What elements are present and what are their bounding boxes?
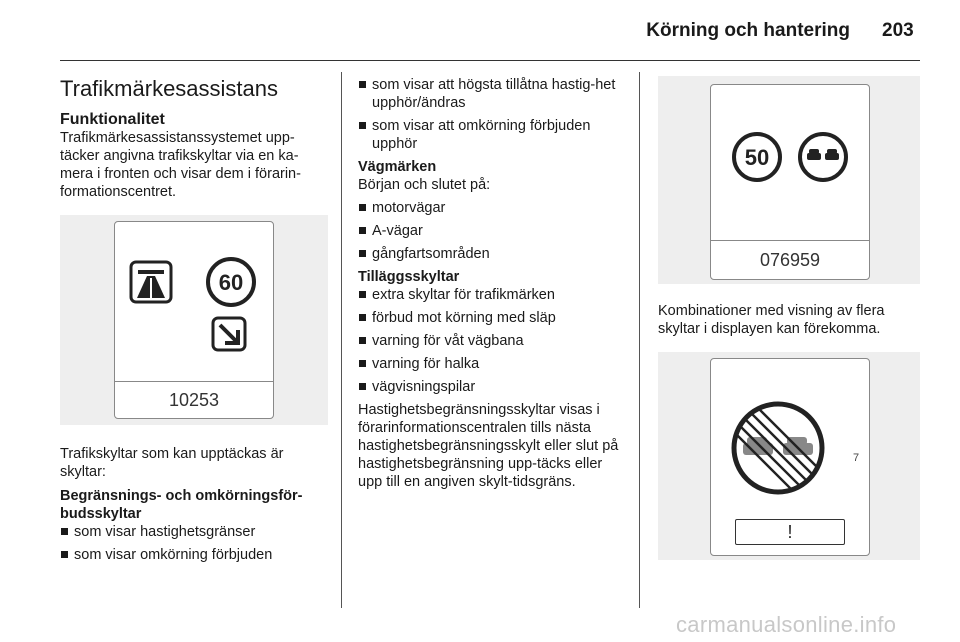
- subsection-title: Funktionalitet: [60, 111, 165, 128]
- motorway-sign-icon: [129, 260, 173, 304]
- warning-sign: [735, 519, 845, 545]
- figure-display-end-overtaking: [658, 352, 920, 560]
- display-code: 10253: [115, 381, 273, 418]
- group3-title: Tilläggsskyltar: [358, 269, 460, 285]
- group2-title: Vägmärken: [358, 159, 437, 175]
- figure-display-motorway: [60, 215, 328, 425]
- group1-list-continued: [358, 76, 626, 153]
- end-no-overtaking-sign-icon: [729, 399, 827, 497]
- list-item: som visar hastighetsgränser: [60, 523, 328, 541]
- figure-display-combination: [658, 76, 920, 284]
- speed-limit-sign-icon: [731, 131, 783, 183]
- signs-detected-text: Trafikskyltar som kan upptäckas är skyltar:: [60, 446, 284, 480]
- list-item: som visar att omkörning förbjuden upphör: [358, 117, 626, 153]
- list-item: motorvägar: [358, 199, 626, 217]
- list-item: vägvisningspilar: [358, 378, 626, 396]
- warning-symbol: !: [787, 522, 793, 542]
- header-rule: [60, 60, 920, 61]
- list-item: A-vägar: [358, 222, 626, 240]
- column-divider-2: [639, 72, 640, 608]
- reference-number: 7: [853, 452, 860, 464]
- group2-list: [358, 199, 626, 263]
- speed-limit-value: 60: [218, 270, 244, 295]
- page-number: 203: [882, 20, 914, 41]
- section-title: Trafikmärkesassistans: [60, 76, 279, 101]
- list-item: som visar att högsta tillåtna hastig-het upphör/ändras: [358, 76, 626, 112]
- column-3: [658, 76, 920, 560]
- list-item: varning för halka: [358, 355, 626, 373]
- display-code: 076959: [711, 240, 869, 279]
- list-item: varning för våt vägbana: [358, 332, 626, 350]
- arrow-sign-icon: [211, 316, 247, 352]
- group3-list: [358, 286, 626, 396]
- speed-limit-value: 50: [744, 145, 770, 170]
- figure-caption: Kombinationer med visning av flera skyltar i displayen kan förekomma.: [658, 303, 885, 337]
- speed-limit-sign-icon: [205, 256, 257, 308]
- list-item: förbud mot körning med släp: [358, 309, 626, 327]
- group1-title: Begränsnings- och omkörningsför-budsskyltar: [60, 488, 303, 522]
- column-2: [358, 76, 626, 491]
- column-divider-1: [341, 72, 342, 608]
- list-item: extra skyltar för trafikmärken: [358, 286, 626, 304]
- intro-paragraph: Trafikmärkesassistanssystemet upp-täcker angivna trafikskyltar via en ka-mera i fronten och visar dem i förarin-formationscentret.: [60, 130, 301, 200]
- list-item: som visar omkörning förbjuden: [60, 546, 328, 564]
- group2-intro: Början och slutet på:: [358, 177, 491, 193]
- speed-limit-paragraph: Hastighetsbegränsningsskyltar visas i förarinformationscentralen tills nästa hastighetsbegränsningsskylt eller slut på hastighetsbegränsning upp-täcks eller upp till en angiven skylt-tidsgräns.: [358, 402, 619, 490]
- header-title: Körning och hantering: [646, 20, 850, 41]
- watermark: carmanualsonline.info: [676, 612, 897, 637]
- group1-list: [60, 523, 328, 564]
- list-item: gångfartsområden: [358, 245, 626, 263]
- no-overtaking-sign-icon: [797, 131, 849, 183]
- column-1: [60, 76, 328, 569]
